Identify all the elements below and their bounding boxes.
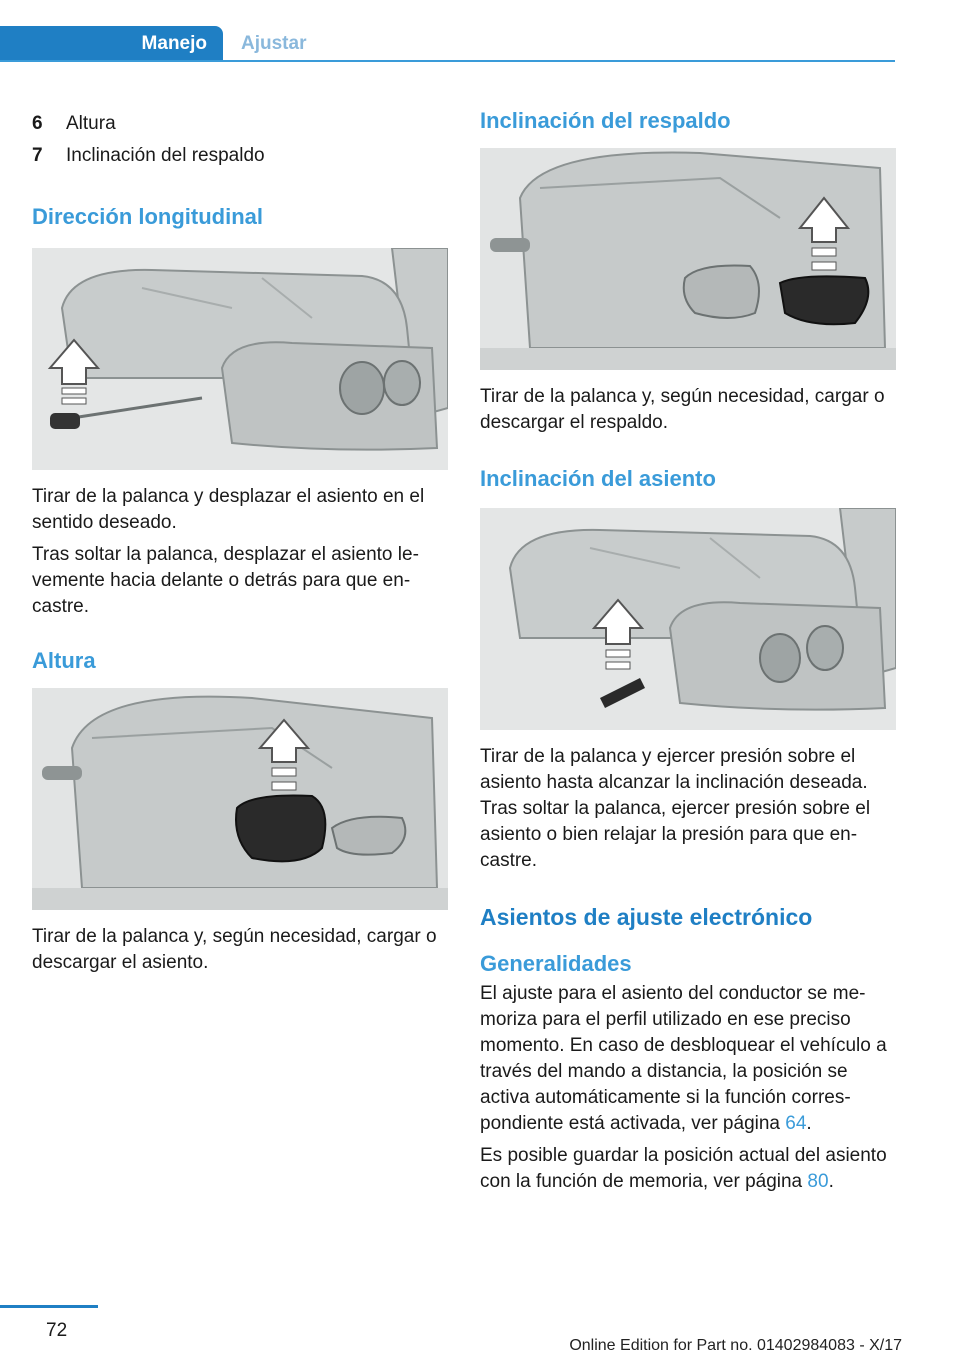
header-rule bbox=[0, 60, 895, 62]
paragraph-text: Es posible guardar la posición actual del asiento con la función de memoria, ver página bbox=[480, 1145, 887, 1192]
tab-manejo[interactable] bbox=[0, 26, 223, 62]
page-link-80[interactable]: 80 bbox=[807, 1171, 829, 1192]
tab-ajustar-label: Ajustar bbox=[241, 33, 307, 54]
seat-figure-inclinacion bbox=[480, 508, 896, 730]
paragraph-text: . bbox=[806, 1113, 812, 1134]
seat-figure-longitudinal bbox=[32, 248, 448, 470]
page-number: 72 bbox=[46, 1320, 68, 1341]
paragraph: Tras soltar la palanca, desplazar el asiento levemente hacia delante o detrás para que encastre. bbox=[32, 544, 419, 617]
section-title-inclinacion-asiento: Inclinación del asiento bbox=[480, 466, 716, 491]
left-column bbox=[32, 108, 448, 976]
seat-tilt-illustration bbox=[480, 508, 896, 730]
paragraph: Tirar de la palanca y, según necesidad, cargar o descargar el respaldo. bbox=[480, 386, 885, 433]
section-title-respaldo: Inclinación del respaldo bbox=[480, 108, 731, 133]
footer-rule bbox=[0, 1305, 98, 1308]
numbered-list bbox=[32, 108, 448, 172]
seat-figure-respaldo bbox=[480, 148, 896, 370]
paragraph bbox=[480, 981, 896, 1137]
paragraph: Tirar de la palanca y desplazar el asiento en el sentido deseado. bbox=[32, 486, 425, 533]
paragraph-text: El ajuste para el asiento del conductor se memoriza para el perfil utilizado en ese preciso momento. En caso de desbloquear el vehículo a través del mando a distancia, la posición se activa automáticamente si la función correspondiente está activada, ver página bbox=[480, 983, 887, 1134]
seat-longitudinal-illustration bbox=[32, 248, 448, 470]
subsection-title-generalidades: Generalidades bbox=[480, 951, 632, 976]
chapter-tabs bbox=[0, 26, 895, 62]
list-item-number: 6 bbox=[32, 113, 43, 134]
page-link-64[interactable]: 64 bbox=[785, 1113, 807, 1134]
section-title-altura: Altura bbox=[32, 648, 96, 673]
list-item-label: Altura bbox=[66, 113, 116, 134]
paragraph: Tirar de la palanca y ejercer presión sobre el asiento hasta alcanzar la inclinación deseada. Tras soltar la palanca, ejercer presión sobre el asiento o bien relajar la presión para que encastre. bbox=[480, 746, 871, 871]
section-title-ajuste-electronico: Asientos de ajuste electrónico bbox=[480, 904, 813, 930]
paragraph: Tirar de la palanca y, según necesidad, cargar o descargar el asiento. bbox=[32, 926, 437, 973]
tab-ajustar[interactable] bbox=[223, 26, 333, 62]
section-title-longitudinal: Dirección longitudinal bbox=[32, 204, 264, 229]
edition-note: Online Edition for Part no. 01402984083 - X/17 bbox=[569, 1337, 902, 1354]
list-item-number: 7 bbox=[32, 145, 43, 166]
list-item-label: Inclinación del respaldo bbox=[66, 145, 265, 166]
seat-height-illustration bbox=[32, 688, 448, 910]
backrest-illustration bbox=[480, 148, 896, 370]
right-column bbox=[480, 108, 896, 1195]
list-item bbox=[32, 140, 448, 172]
paragraph bbox=[480, 1143, 896, 1195]
paragraph-text: . bbox=[828, 1171, 834, 1192]
list-item bbox=[32, 108, 448, 140]
tab-manejo-label: Manejo bbox=[141, 33, 207, 54]
seat-figure-altura bbox=[32, 688, 448, 910]
